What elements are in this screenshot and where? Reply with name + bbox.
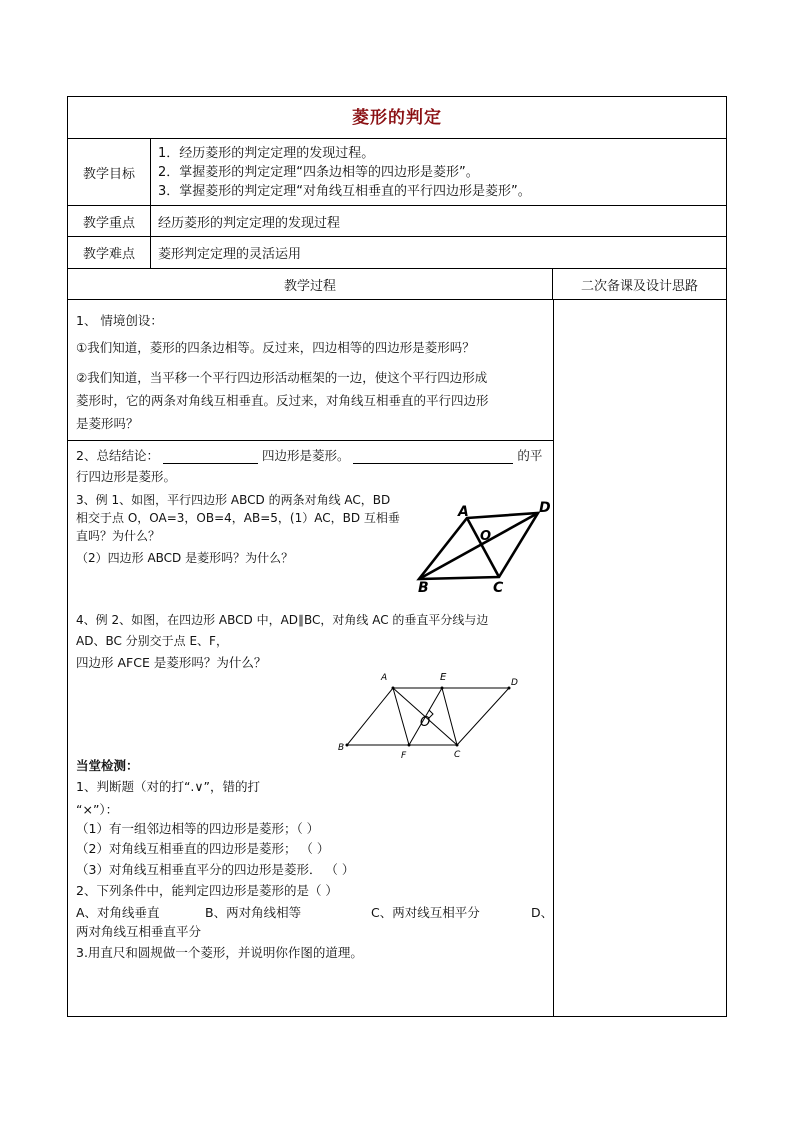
choice-option-b: B、两对角线相等 (205, 905, 302, 920)
section1-question-2-line3: 是菱形吗？ (76, 416, 139, 431)
goals-list (158, 144, 718, 205)
choice-option-c: C、两对线互相平分 (371, 905, 480, 920)
fig2-label-c: C (454, 750, 461, 760)
example2-line1: 4、例 2、如图，在四边形 ABCD 中，AD∥BC，对角线 AC 的垂直平分线与边 (76, 613, 489, 627)
fig2-label-o: O (420, 715, 431, 730)
fig1-label-o: O (480, 529, 492, 544)
summary-blank-1 (163, 449, 258, 464)
fig2-label-d: D (511, 678, 518, 688)
difficulty-text: 菱形判定定理的灵活运用 (158, 247, 302, 262)
fig1-label-d: D (539, 500, 551, 516)
summary-line-1 (76, 446, 542, 464)
choice-question: 2、下列条件中，能判定四边形是菱形的是（ ） (76, 883, 338, 898)
section-divider (68, 440, 553, 441)
fig1-label-a: A (458, 504, 469, 520)
true-false-line2: “×”）： (76, 802, 119, 817)
summary-mid: 四边形是菱形。 (261, 448, 350, 463)
section1-heading: 1、 情境创设： (76, 313, 163, 328)
column-header-row (68, 269, 726, 300)
fig2-label-e: E (440, 672, 447, 683)
lesson-plan-table (67, 96, 727, 1017)
summary-blank-2 (353, 449, 513, 464)
example1-line2: 相交于点 O，OA=3，OB=4，AB=5，(1）AC，BD 互相垂 (76, 511, 400, 525)
goal-item: 1．经历菱形的判定定理的发现过程。 (158, 146, 375, 161)
section1-question-1: ①我们知道，菱形的四条边相等。反过来，四边相等的四边形是菱形吗？ (76, 340, 475, 355)
page-title: 菱形的判定 (352, 108, 442, 128)
fig2-label-b: B (338, 743, 345, 753)
example1-line4: （2）四边形 ABCD 是菱形吗？为什么？ (76, 551, 294, 565)
true-false-item-2: （2）对角线互相垂直的四边形是菱形； （ ） (76, 841, 330, 856)
true-false-item-1: （1）有一组邻边相等的四边形是菱形；（ ） (76, 821, 320, 836)
column-divider (553, 300, 554, 1016)
goal-item: 3．掌握菱形的判定定理“对角线互相垂直的平行四边形是菱形”。 (158, 184, 531, 199)
example2-figure (336, 667, 526, 763)
check-heading: 当堂检测： (76, 758, 139, 773)
true-false-item-3: （3）对角线互相垂直平分的四边形是菱形． （ ） (76, 862, 355, 877)
example1-line3: 直吗？为什么？ (76, 529, 161, 543)
example1-line1: 3、例 1、如图，平行四边形 ABCD 的两条对角线 AC，BD (76, 493, 391, 507)
summary-suffix: 的平 (517, 448, 543, 463)
process-header: 教学过程 (68, 269, 553, 299)
summary-prefix: 2、总结结论： (76, 448, 159, 463)
fig1-label-b: B (418, 580, 429, 596)
difficulty-label: 教学难点 (68, 237, 151, 268)
choice-option-a: A、对角线垂直 (76, 905, 160, 920)
example2-line2: AD、BC 分别交于点 E、F， (76, 634, 228, 648)
section1-question-2-line1: ②我们知道，当平移一个平行四边形活动框架的一边，使这个平行四边形成 (76, 370, 488, 385)
example1-figure (408, 495, 558, 597)
focus-row (68, 206, 726, 237)
construction-question: 3.用直尺和圆规做一个菱形，并说明你作图的道理。 (76, 945, 363, 960)
example2-line3: 四边形 AFCE 是菱形吗？为什么？ (76, 655, 267, 670)
focus-text: 经历菱形的判定定理的发现过程 (158, 215, 341, 231)
section1-question-2-line2: 菱形时，它的两条对角线互相垂直。反过来，对角线互相垂直的平行四边形 (76, 393, 489, 408)
title-row (68, 97, 726, 139)
true-false-line1: 1、判断题（对的打“.∨”，错的打 (76, 779, 261, 794)
goals-row (68, 139, 726, 206)
difficulty-row (68, 237, 726, 269)
goals-label: 教学目标 (68, 139, 151, 205)
fig2-label-a: A (381, 673, 388, 683)
focus-label: 教学重点 (68, 206, 151, 236)
goal-item: 2．掌握菱形的判定定理“四条边相等的四边形是菱形”。 (158, 165, 479, 180)
fig1-label-c: C (493, 580, 504, 596)
fig2-label-f: F (401, 751, 407, 761)
choice-option-d: D、 (531, 905, 554, 920)
summary-line-2: 行四边形是菱形。 (76, 469, 177, 484)
choice-option-d-text: 两对角线互相垂直平分 (76, 924, 202, 939)
notes-header: 二次备课及设计思路 (580, 278, 698, 294)
